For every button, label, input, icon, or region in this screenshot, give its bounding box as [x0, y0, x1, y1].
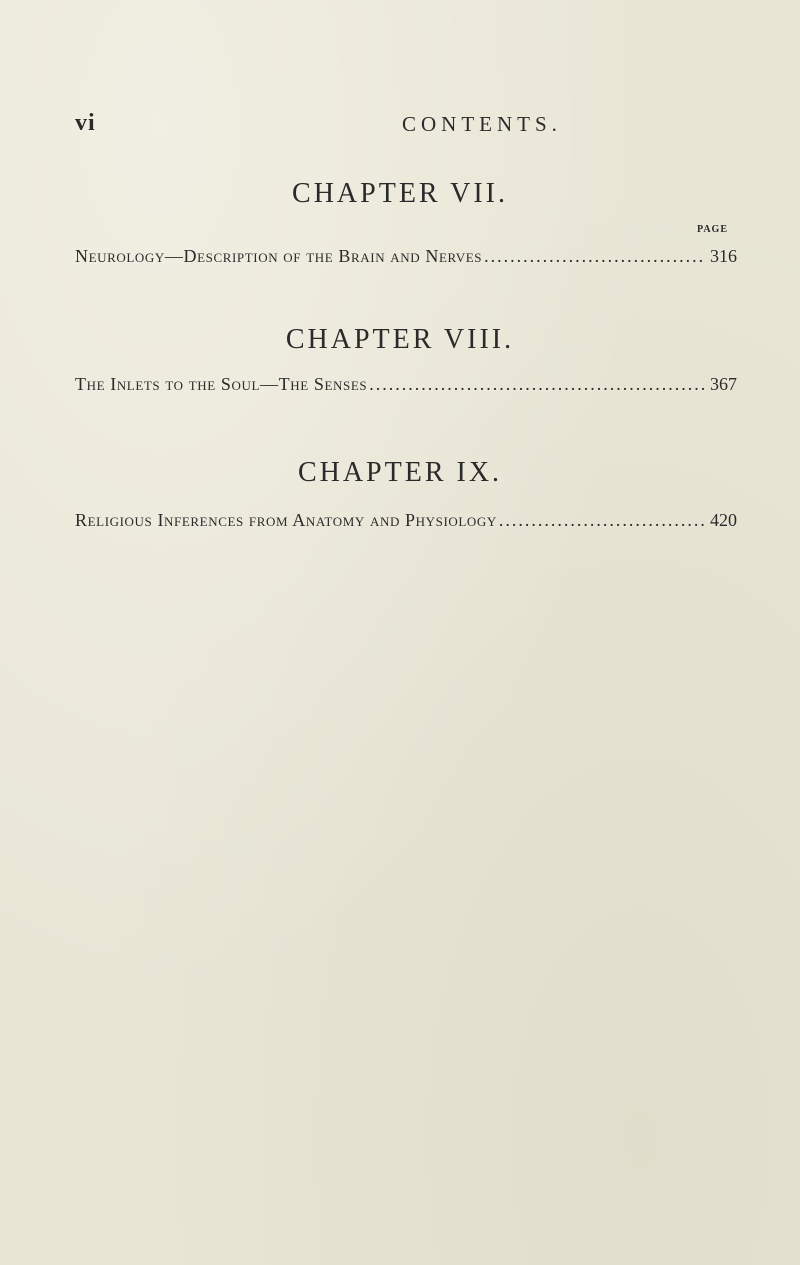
page-folio: vi: [75, 110, 96, 136]
toc-entry-title: The Inlets to the Soul—The Senses: [75, 374, 368, 394]
dot-leader: [499, 510, 706, 531]
toc-entry-page-number: 316: [710, 246, 737, 266]
toc-entry-title: Neurology—Description of the Brain and Nerves: [75, 246, 483, 266]
chapter-heading-vii: CHAPTER VII.: [292, 178, 508, 209]
toc-entry-chapter-vii[interactable]: [75, 246, 737, 268]
running-head: [75, 110, 725, 140]
toc-entry-chapter-viii[interactable]: [75, 374, 737, 396]
page-column-label: PAGE: [696, 224, 728, 235]
toc-entry-chapter-ix[interactable]: [75, 510, 737, 532]
dot-leader: [484, 246, 706, 267]
toc-entry-title: Religious Inferences from Anatomy and Physiology: [75, 510, 497, 530]
toc-entry-page-number: 367: [710, 374, 737, 394]
running-title: CONTENTS.: [402, 112, 562, 136]
dot-leader: [369, 374, 706, 395]
chapter-heading-viii: CHAPTER VIII.: [285, 324, 515, 355]
toc-entry-page-number: 420: [710, 510, 737, 530]
chapter-heading-ix: CHAPTER IX.: [297, 457, 503, 488]
